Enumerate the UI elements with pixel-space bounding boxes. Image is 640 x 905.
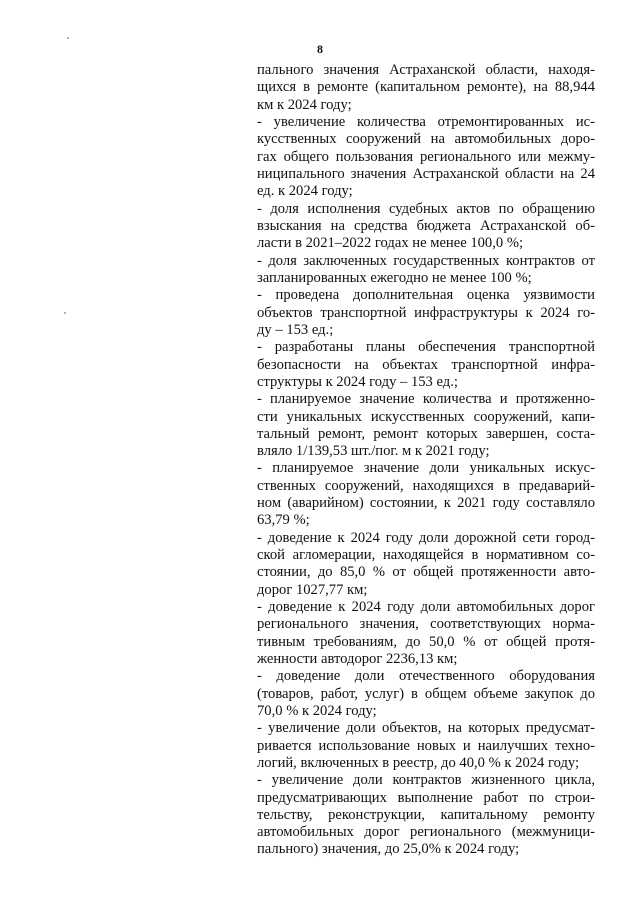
text-line: логий, включенных в реестр, до 40,0 % к 2024 году; [257, 754, 580, 771]
text-line: км к 2024 году; [257, 96, 352, 113]
text-line: запланированных ежегодно не менее 100 %; [257, 269, 532, 286]
scan-speck [64, 312, 66, 314]
text-line: тивным требованиям, до 50,0 % от общей протя- [257, 633, 595, 650]
scan-speck [67, 37, 69, 39]
text-line: щихся в ремонте (капитальном ремонте), на 88,944 [257, 79, 595, 96]
text-line: (товаров, работ, услуг) в общем объеме закупок до [257, 685, 595, 702]
text-line: - доведение к 2024 году доли дорожной сети город- [257, 529, 595, 546]
list-item [257, 460, 595, 529]
text-line: ласти в 2021–2022 годах не менее 100,0 %; [257, 235, 524, 252]
text-line: - планируемое значение количества и протяженно- [257, 391, 595, 408]
text-line: кусственных сооружений на автомобильных доро- [257, 131, 595, 148]
list-item [257, 201, 595, 253]
text-line: - планируемое значение доли уникальных искус- [257, 460, 595, 477]
text-line: ственных сооружений, находящихся в предаварий- [257, 477, 595, 494]
text-line: - проведена дополнительная оценка уязвимости [257, 287, 595, 304]
text-line: объектов транспортной инфраструктуры к 2024 го- [257, 304, 595, 321]
list-item [257, 62, 595, 114]
text-line: взыскания на средства бюджета Астраханской об- [257, 217, 595, 234]
text-line: предусматривающих выполнение работ по строи- [257, 789, 595, 806]
text-line: - доля заключенных государственных контрактов от [257, 252, 595, 269]
text-line: автомобильных дорог регионального (межмуници- [257, 824, 595, 841]
text-line: - увеличение доли контрактов жизненного цикла, [257, 772, 595, 789]
list-item [257, 391, 595, 460]
text-line: ед. к 2024 году; [257, 183, 353, 200]
text-line: ской агломерации, находящейся в нормативном со- [257, 547, 595, 564]
text-line: 70,0 % к 2024 году; [257, 702, 377, 719]
document-body [257, 62, 595, 859]
list-item [257, 253, 595, 288]
text-line: - увеличение доли объектов, на которых предусмат- [257, 720, 595, 737]
text-line: - доведение к 2024 году доли автомобильных дорог [257, 599, 595, 616]
text-line: тальный ремонт, ремонт которых завершен, соста- [257, 425, 595, 442]
text-line: безопасности на объектах транспортной инфра- [257, 356, 595, 373]
text-line: 63,79 %; [257, 512, 310, 529]
text-line: вляло 1/139,53 шт./пог. м к 2021 году; [257, 443, 490, 460]
text-line: - разработаны планы обеспечения транспортной [257, 339, 595, 356]
text-line: дорог 1027,77 км; [257, 581, 368, 598]
text-line: женности автодорог 2236,13 км; [257, 650, 458, 667]
text-line: стоянии, до 85,0 % от общей протяженности авто- [257, 564, 595, 581]
text-line: ном (аварийном) состоянии, к 2021 году составляло [257, 495, 595, 512]
text-line: тельству, реконструкции, капитальному ремонту [257, 806, 595, 823]
text-line: гах общего пользования регионального или межму- [257, 148, 595, 165]
list-item [257, 772, 595, 858]
text-line: - доведение доли отечественного оборудования [257, 668, 595, 685]
list-item [257, 287, 595, 339]
text-line: - увеличение количества отремонтированных ис- [257, 113, 595, 130]
list-item [257, 339, 595, 391]
text-line: ривается использование новых и наилучших техно- [257, 737, 595, 754]
text-line: ду – 153 ед.; [257, 321, 334, 338]
text-line: ниципального значения Астраханской области на 24 [257, 165, 595, 182]
text-line: пального) значения, до 25,0% к 2024 году; [257, 841, 520, 858]
text-line: - доля исполнения судебных актов по обращению [257, 200, 595, 217]
list-item [257, 668, 595, 720]
list-item [257, 530, 595, 599]
list-item [257, 720, 595, 772]
text-line: регионального значения, соответствующих норма- [257, 616, 595, 633]
list-item [257, 114, 595, 200]
list-item [257, 599, 595, 668]
text-line: структуры к 2024 году – 153 ед.; [257, 373, 458, 390]
text-line: пального значения Астраханской области, находя- [257, 62, 595, 78]
page-number: 8 [317, 42, 323, 56]
text-line: сти уникальных искусственных сооружений, капи- [257, 408, 595, 425]
